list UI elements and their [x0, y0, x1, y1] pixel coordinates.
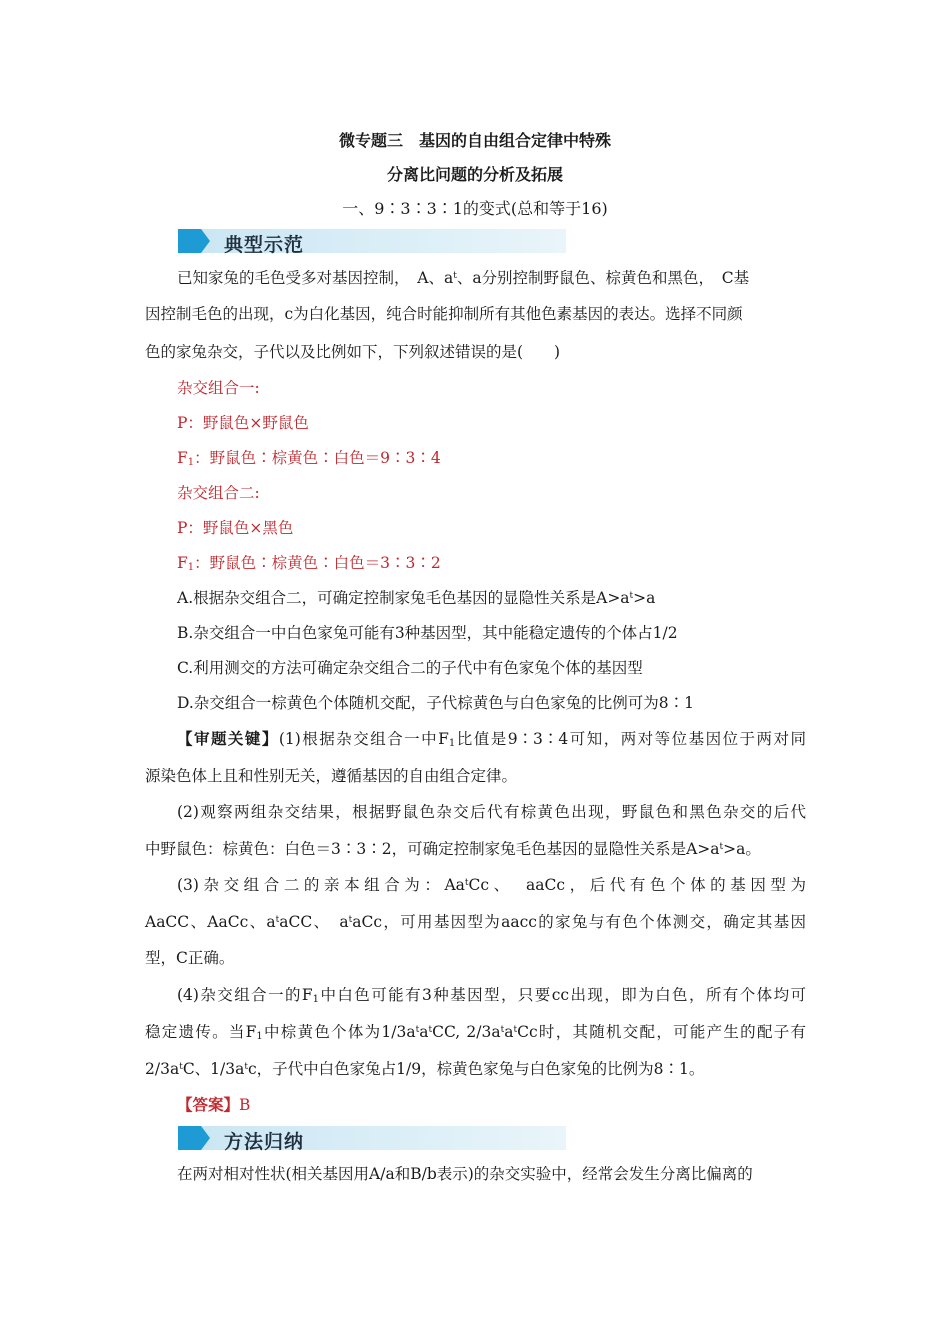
cross2-parents: P：野鼠色×黑色: [177, 519, 294, 537]
example-banner: [178, 229, 566, 256]
question-stem-line-2: 因控制毛色的出现，c为白化基因，纯合时能抑制所有其他色素基因的表达。选择不同颜: [145, 305, 743, 323]
analysis-p1-line-2: 源染色体上且和性别无关，遵循基因的自由组合定律。: [145, 767, 518, 785]
answer-value: B: [239, 1096, 251, 1114]
analysis-p3-line-1: (3)杂交组合二的亲本组合为：Aa$^t$Cc、 aaCc，后代有色个体的基因型为: [177, 876, 806, 894]
section-heading: 一、9∶3∶3∶1的变式(总和等于16): [342, 199, 608, 218]
analysis-p3-line-3: 型，C正确。: [145, 949, 235, 967]
question-stem-line-1: 已知家兔的毛色受多对基因控制， A、$a^t$、a分别控制野鼠色、棕黄色和黑色， C基: [177, 269, 750, 287]
analysis-p2-line-2: 中野鼠色：棕黄色：白色＝3∶3∶2，可确定控制家兔毛色基因的显隐性关系是$A>a^t>a$。: [145, 840, 761, 858]
analysis-p3-line-2: AaCC、AaCc、$a^taCC$、 $a^taCc$，可用基因型为aacc的家兔与有色个体测交，确定其基因: [145, 913, 806, 931]
cross1-title: 杂交组合一:: [177, 379, 260, 397]
option-a: A.根据杂交组合二，可确定控制家兔毛色基因的显隐性关系是$A>a^t>a$: [177, 589, 656, 607]
cross2-f1: $F_1$：野鼠色∶棕黄色∶白色＝3∶3∶2: [177, 554, 441, 573]
analysis-p2-line-1: (2)观察两组杂交结果，根据野鼠色杂交后代有棕黄色出现，野鼠色和黑色杂交的后代: [177, 803, 806, 821]
analysis-p4-line-3: $2/3a^tC$、$1/3a^tc$，子代中白色家兔占1/9，棕黄色家兔与白色家兔的比例为8∶1。: [145, 1060, 705, 1078]
example-banner-label: 典型示范: [224, 234, 305, 256]
analysis-p4-line-2: 稳定遗传。当$F_1$中棕黄色个体为$1/3a^ta^tCC$, $2/3a^ta^tCc$时，其随机交配，可能产生的配子有: [145, 1023, 806, 1042]
analysis-p1-line-1: 【审题关键】(1)根据杂交组合一中$F_1$比值是9∶3∶4可知，两对等位基因位于两对同: [177, 729, 806, 749]
method-banner: [178, 1126, 566, 1153]
method-banner-label: 方法归纳: [224, 1131, 305, 1153]
title-line-2: 分离比问题的分析及拓展: [386, 165, 563, 184]
analysis-p4-line-1: (4)杂交组合一的$F_1$中白色可能有3种基因型，只要cc出现，即为白色，所有个体均可: [177, 986, 806, 1005]
answer-line: [177, 1093, 806, 1115]
cross1-f1: $F_1$：野鼠色∶棕黄色∶白色＝9∶3∶4: [177, 449, 441, 468]
title-line-1: 微专题三 基因的自由组合定律中特殊: [338, 131, 611, 150]
question-stem-line-3: 色的家兔杂交，子代以及比例如下，下列叙述错误的是( ): [145, 343, 561, 361]
key-label: 【审题关键】: [177, 729, 279, 748]
option-b: B.杂交组合一中白色家兔可能有3种基因型，其中能稳定遗传的个体占1/2: [177, 624, 678, 642]
banner-arrow-icon: [178, 229, 210, 253]
cross1-parents: P：野鼠色×野鼠色: [177, 414, 309, 432]
method-text-line-1: 在两对相对性状(相关基因用A/a和B/b表示)的杂交实验中，经常会发生分离比偏离的: [177, 1165, 753, 1183]
answer-label: 【答案】: [177, 1095, 240, 1114]
option-c: C.利用测交的方法可确定杂交组合二的子代中有色家兔个体的基因型: [177, 659, 643, 677]
banner-arrow-icon: [178, 1126, 210, 1150]
option-d: D.杂交组合一棕黄色个体随机交配，子代棕黄色与白色家兔的比例可为8∶1: [177, 694, 695, 712]
cross2-title: 杂交组合二:: [177, 484, 260, 502]
